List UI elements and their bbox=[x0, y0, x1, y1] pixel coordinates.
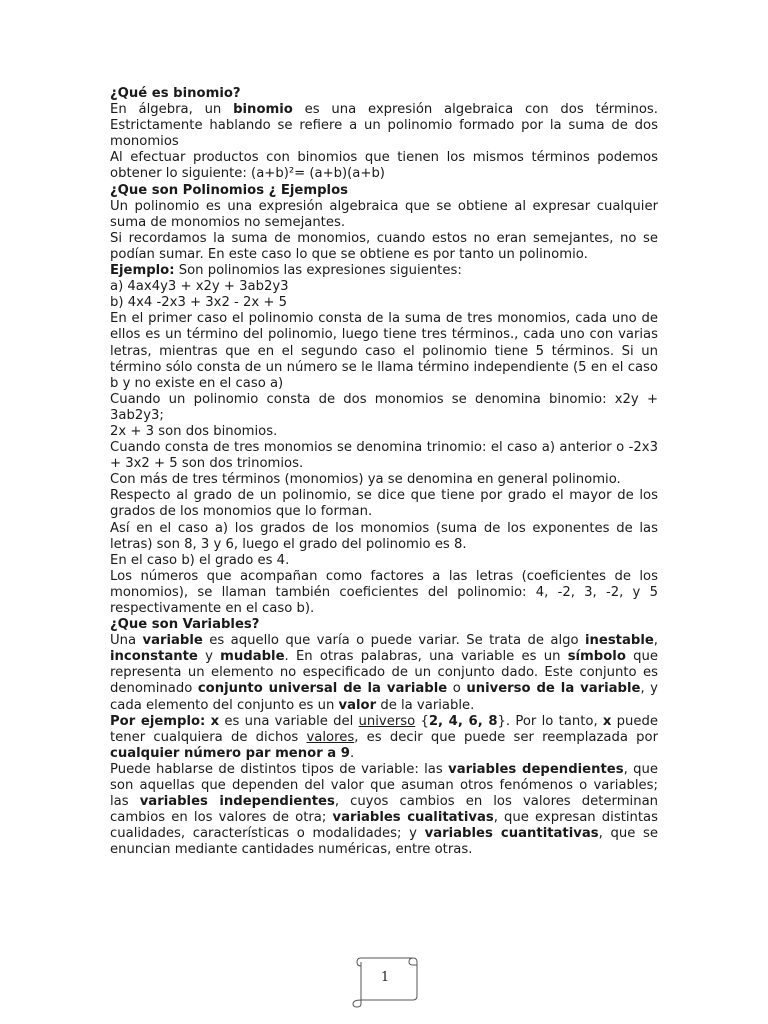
link-valores[interactable]: valores bbox=[306, 729, 355, 745]
text-run: , que son aquellas que dependen del valor que asuman otros fenómenos o variables; las bbox=[110, 761, 658, 810]
bold-term: variables cuantitativas bbox=[424, 826, 599, 842]
paragraph-variable-definition bbox=[110, 633, 658, 713]
page-number: 1 bbox=[380, 970, 390, 985]
paragraph-ejemplo bbox=[110, 263, 658, 279]
example-b: b) 4x4 -2x3 + 3x2 - 2x + 5 bbox=[110, 295, 288, 311]
text-run: , que se enuncian mediante cantidades numéricas, entre otras. bbox=[110, 826, 658, 858]
bold-term: variables dependientes bbox=[448, 761, 624, 777]
bold-term: símbolo bbox=[567, 649, 626, 665]
bold-term: valor bbox=[338, 697, 377, 713]
text-run: es una variable del bbox=[219, 713, 359, 729]
paragraph-variable-example bbox=[110, 714, 658, 762]
text-run: , bbox=[653, 633, 658, 649]
bold-term: x bbox=[210, 713, 220, 729]
text-run: Una bbox=[110, 633, 143, 649]
text-run: que representa un elemento no especificado de un conjunto dado. Este conjunto es denominado bbox=[110, 649, 658, 697]
bold-term: variables independientes bbox=[139, 794, 335, 810]
document-body bbox=[110, 86, 658, 859]
bold-term: mudable bbox=[220, 649, 285, 665]
paragraph-binomio-product: Al efectuar productos con binomios que tienen los mismos términos podemos obtener lo siguiente: (a+b)²= (a+b)(a+b) bbox=[110, 150, 658, 182]
text-run: y bbox=[197, 649, 221, 665]
bold-term: binomio bbox=[233, 102, 293, 118]
bold-term: inestable bbox=[584, 633, 654, 649]
heading-variables: ¿Que son Variables? bbox=[110, 617, 260, 633]
paragraph-grado: Respecto al grado de un polinomio, se dice que tiene por grado el mayor de los grados de los monomios que lo forman. bbox=[110, 488, 658, 520]
text-run: , es decir que puede ser reemplazada por bbox=[354, 729, 658, 745]
text-run: es una expresión algebraica con dos términos. Estrictamente hablando se refiere a un polinomio formado por la suma de dos monomios bbox=[110, 102, 658, 150]
text-run: , cuyos cambios en los valores determinan cambios en los valores de otra; bbox=[110, 794, 659, 826]
text-run: , y cada elemento del conjunto es un bbox=[110, 681, 658, 713]
text-run: . En otras palabras, una variable es un bbox=[284, 649, 568, 665]
example-a: a) 4ax4y3 + x2y + 3ab2y3 bbox=[110, 279, 289, 295]
text-run: }. Por lo tanto, bbox=[497, 713, 603, 729]
text-run: Puede hablarse de distintos tipos de variable: las bbox=[110, 761, 449, 777]
paragraph-binomio-example: 2x + 3 son dos binomios. bbox=[110, 423, 278, 439]
paragraph-grado-b: En el caso b) el grado es 4. bbox=[110, 552, 290, 568]
bold-term: 2, 4, 6, 8 bbox=[428, 713, 498, 729]
paragraph-binomio-def2: Cuando un polinomio consta de dos monomios se denomina binomio: x2y + 3ab2y3; bbox=[110, 391, 658, 423]
bold-term: variable bbox=[142, 633, 203, 649]
paragraph-polinomio-definition: Un polinomio es una expresión algebraica que se obtiene al expresar cualquier suma de monomios no semejantes. bbox=[110, 198, 658, 230]
text-run: Son polinomios las expresiones siguientes: bbox=[174, 263, 462, 279]
text-run: . bbox=[349, 745, 355, 761]
text-run: o bbox=[447, 681, 467, 697]
paragraph-polinomio-general: Con más de tres términos (monomios) ya se denomina en general polinomio. bbox=[110, 472, 621, 488]
heading-binomio: ¿Qué es binomio? bbox=[110, 86, 241, 101]
bold-term: universo de la variable bbox=[466, 681, 641, 697]
link-universo[interactable]: universo bbox=[358, 713, 416, 729]
text-run: puede tener cualquiera de dichos bbox=[110, 713, 658, 745]
paragraph-terminos: En el primer caso el polinomio consta de la suma de tres monomios, cada uno de ellos es un término del polinomio, luego tiene tres términos., cada uno con varias letras, mientras que en el segundo caso el polinomio tiene 5 términos. Si un término sólo consta de un número se le llama término independiente (5 en el caso b y no existe en el caso a) bbox=[110, 311, 658, 391]
bold-term: inconstante bbox=[110, 649, 198, 665]
heading-polinomios: ¿Que son Polinomios ¿ Ejemplos bbox=[110, 182, 348, 198]
text-run: , que expresan distintas cualidades, características o modalidades; y bbox=[110, 810, 659, 842]
paragraph-binomio-definition bbox=[110, 102, 658, 150]
bold-term: Por ejemplo: bbox=[110, 713, 206, 729]
bold-term: x bbox=[602, 713, 612, 729]
paragraph-variable-types bbox=[110, 762, 658, 859]
text-run: { bbox=[415, 713, 429, 729]
text-run: es aquello que varía o puede variar. Se trata de algo bbox=[202, 633, 585, 649]
paragraph-coeficientes: Los números que acompañan como factores a las letras (coeficientes de los monomios), se llaman también coeficientes del polinomio: 4, -2, 3, -2, y 5 respectivamente en el caso b). bbox=[110, 568, 658, 616]
bold-term: conjunto universal de la variable bbox=[197, 681, 448, 697]
text-run: En álgebra, un bbox=[110, 102, 234, 118]
paragraph-trinomio: Cuando consta de tres monomios se denomina trinomio: el caso a) anterior o -2x3 + 3x2 + 5 son dos trinomios. bbox=[110, 440, 658, 472]
bold-term: cualquier número par menor a 9 bbox=[110, 745, 350, 761]
bold-term: variables cualitativas bbox=[332, 810, 494, 826]
paragraph-grado-a: Así en el caso a) los grados de los monomios (suma de los exponentes de las letras) son 8, 3 y 6, luego el grado del polinomio es 8. bbox=[110, 520, 658, 552]
bold-term: Ejemplo: bbox=[110, 263, 175, 279]
text-run: de la variable. bbox=[376, 697, 475, 713]
paragraph-polinomio-suma: Si recordamos la suma de monomios, cuando estos no eran semejantes, no se podían sumar. En este caso lo que se obtiene es por tanto un polinomio. bbox=[110, 230, 658, 262]
